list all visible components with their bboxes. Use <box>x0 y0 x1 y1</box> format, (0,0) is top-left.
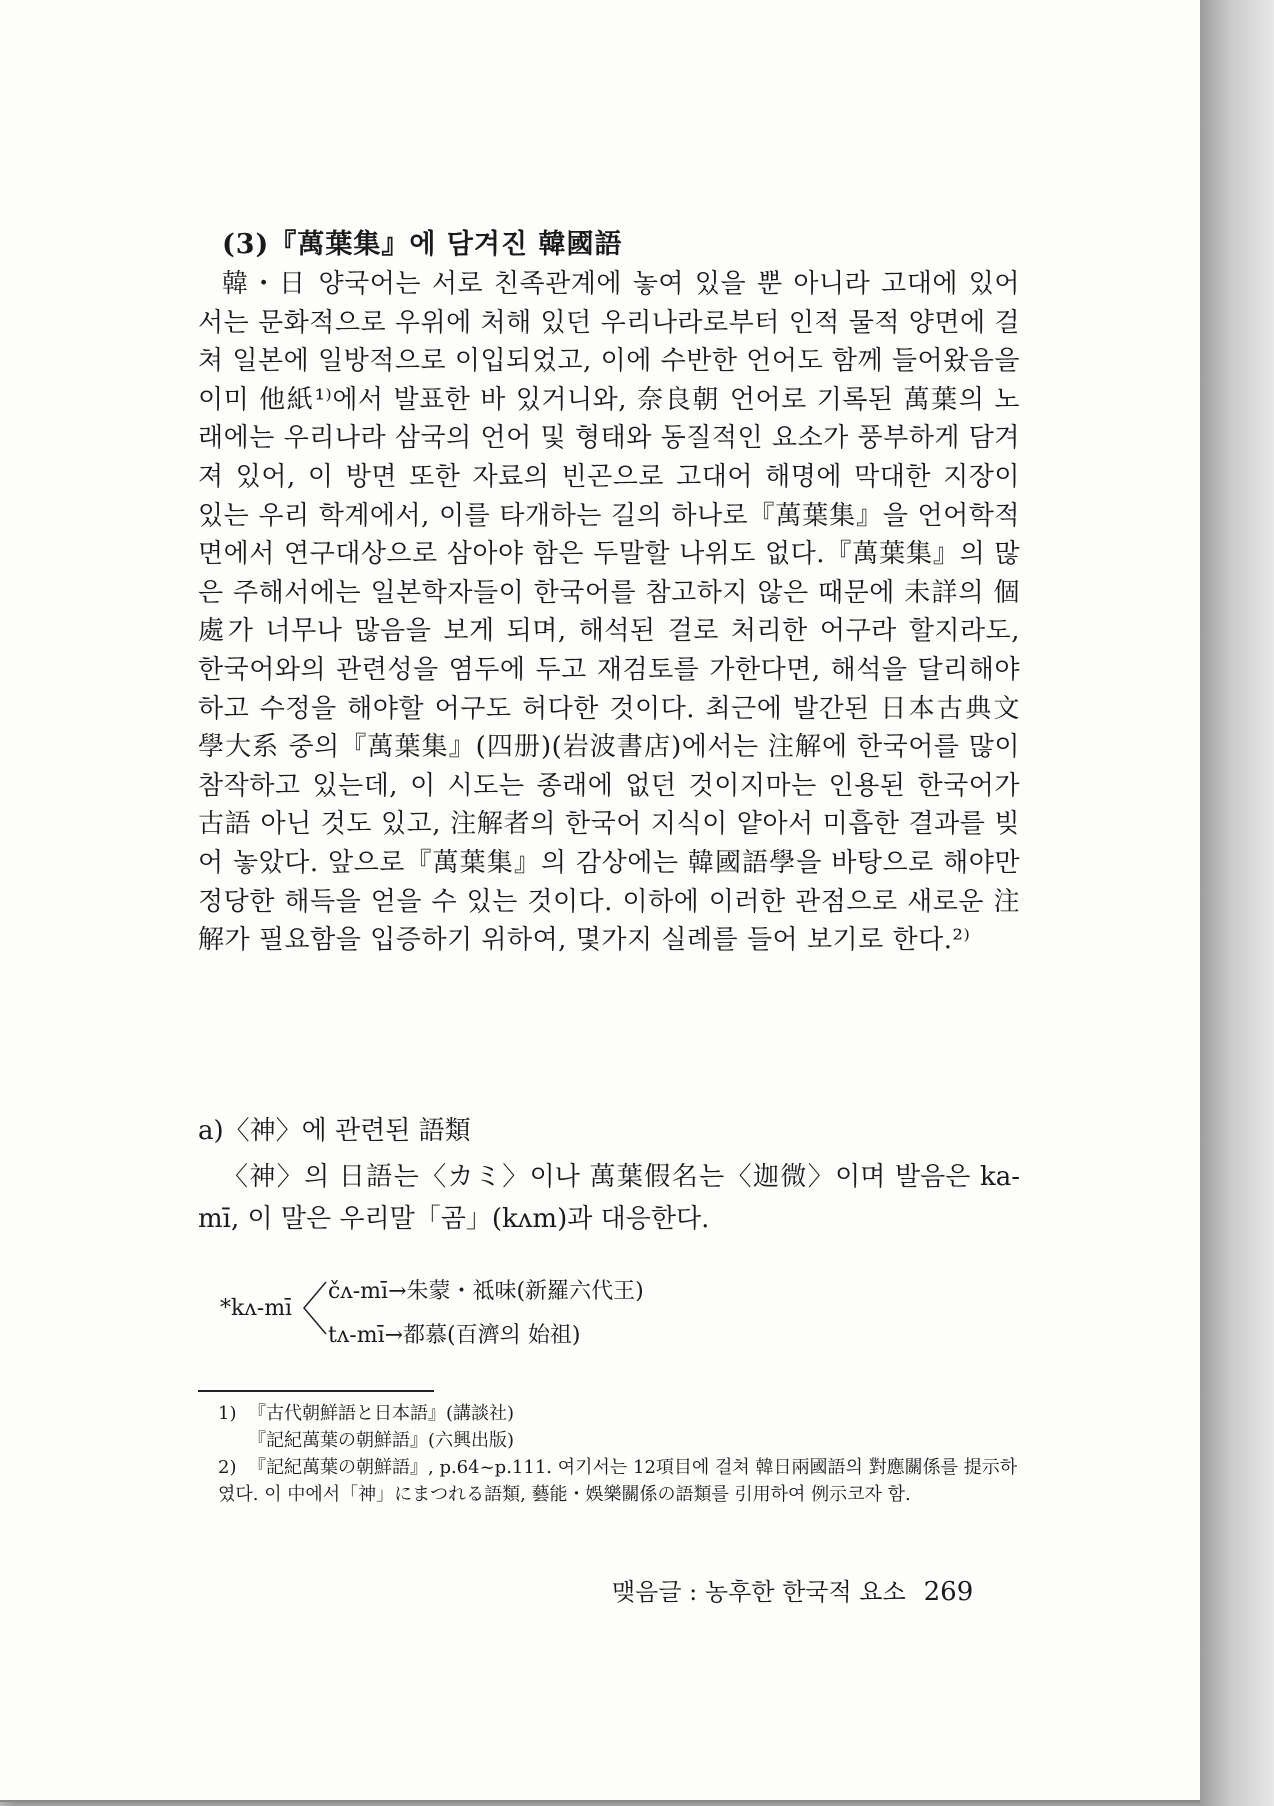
footnote-1 <box>218 1400 1018 1454</box>
footnote-line: 『古代朝鮮語と日本語』(講談社) <box>248 1403 515 1424</box>
diagram-root: *kʌ-mī <box>220 1296 293 1321</box>
footnote-line: 『記紀萬葉の朝鮮語』, p.64~p.111. 여기서는 12項目에 걸쳐 韓日兩國語의 對應關係를 提示하였다. 이 中에서「神」にまつれる語類, 藝能・娛樂關係の語類를 引用하여 例示코자 함. <box>218 1457 1018 1505</box>
subsection-heading: a)〈神〉에 관련된 語類 <box>198 1116 471 1146</box>
footnote-number: 2) <box>218 1457 237 1478</box>
section-heading: (3)『萬葉集』에 담겨진 韓國語 <box>222 229 623 260</box>
diagram-branch-2: tʌ-mī→都慕(百濟의 始祖) <box>328 1323 581 1348</box>
branch-bracket <box>300 1280 330 1340</box>
etymology-diagram <box>220 1262 740 1357</box>
diagram-branch-1: čʌ-mī→朱蒙・祗味(新羅六代王) <box>328 1279 644 1304</box>
paragraph-1: 韓・日 양국어는 서로 친족관계에 놓여 있을 뿐 아니라 고대에 있어서는 문화적으로 우위에 처해 있던 우리나라로부터 인적 물적 양면에 걸쳐 일본에 일방적으로 이입되었고, 이에 수반한 언어도 함께 들어왔음을 이미 他紙¹⁾에서 발표한 바 있거니와, 奈良朝 언어로 기록된 萬葉의 노래에는 우리나라 삼국의 언어 및 형태와 동질적인 요소가 풍부하게 담겨져 있어, 이 방면 또한 자료의 빈곤으로 고대어 해명에 막대한 지장이 있는 우리 학계에서, 이를 타개하는 길의 하나로『萬葉集』을 언어학적 면에서 연구대상으로 삼아야 함은 두말할 나위도 없다.『萬葉集』의 많은 주해서에는 일본학자들이 한국어를 참고하지 않은 때문에 未詳의 個處가 너무나 많음을 보게 되며, 해석된 걸로 처리한 어구라 할지라도, 한국어와의 관련성을 염두에 두고 재검토를 가한다면, 해석을 달리해야 하고 수정을 해야할 어구도 허다한 것이다. 최근에 발간된 日本古典文學大系 중의『萬葉集』(四册)(岩波書店)에서는 注解에 한국어를 많이 참작하고 있는데, 이 시도는 종래에 없던 것이지마는 인용된 한국어가 古語 아닌 것도 있고, 注解者의 한국어 지식이 얕아서 미흡한 결과를 빚어 놓았다. 앞으로『萬葉集』의 감상에는 韓國語學을 바탕으로 해야만 정당한 해득을 얻을 수 있는 것이다. 이하에 이러한 관점으로 새로운 注解가 필요함을 입증하기 위하여, 몇가지 실례를 들어 보기로 한다.²⁾ <box>198 269 1020 956</box>
page-number: 269 <box>923 1577 974 1607</box>
footnote-line: 『記紀萬葉の朝鮮語』(六興出版) <box>248 1430 515 1451</box>
paragraph-2: 〈神〉의 日語는〈カミ〉이나 萬葉假名는〈迦微〉이며 발음은 ka-mī, 이 말은 우리말「곰」(kʌm)과 대응한다. <box>198 1162 1020 1234</box>
paragraph-2-block <box>198 1156 1020 1240</box>
page-edge-shadow <box>1200 0 1274 1806</box>
running-footer <box>612 1572 973 1607</box>
footnote-number: 1) <box>218 1403 237 1424</box>
running-title: 맺음글 : 농후한 한국적 요소 <box>612 1578 906 1606</box>
footnotes <box>218 1400 1018 1508</box>
footnote-separator <box>198 1390 434 1392</box>
footnote-2 <box>218 1454 1018 1508</box>
main-paragraph <box>198 265 1020 960</box>
